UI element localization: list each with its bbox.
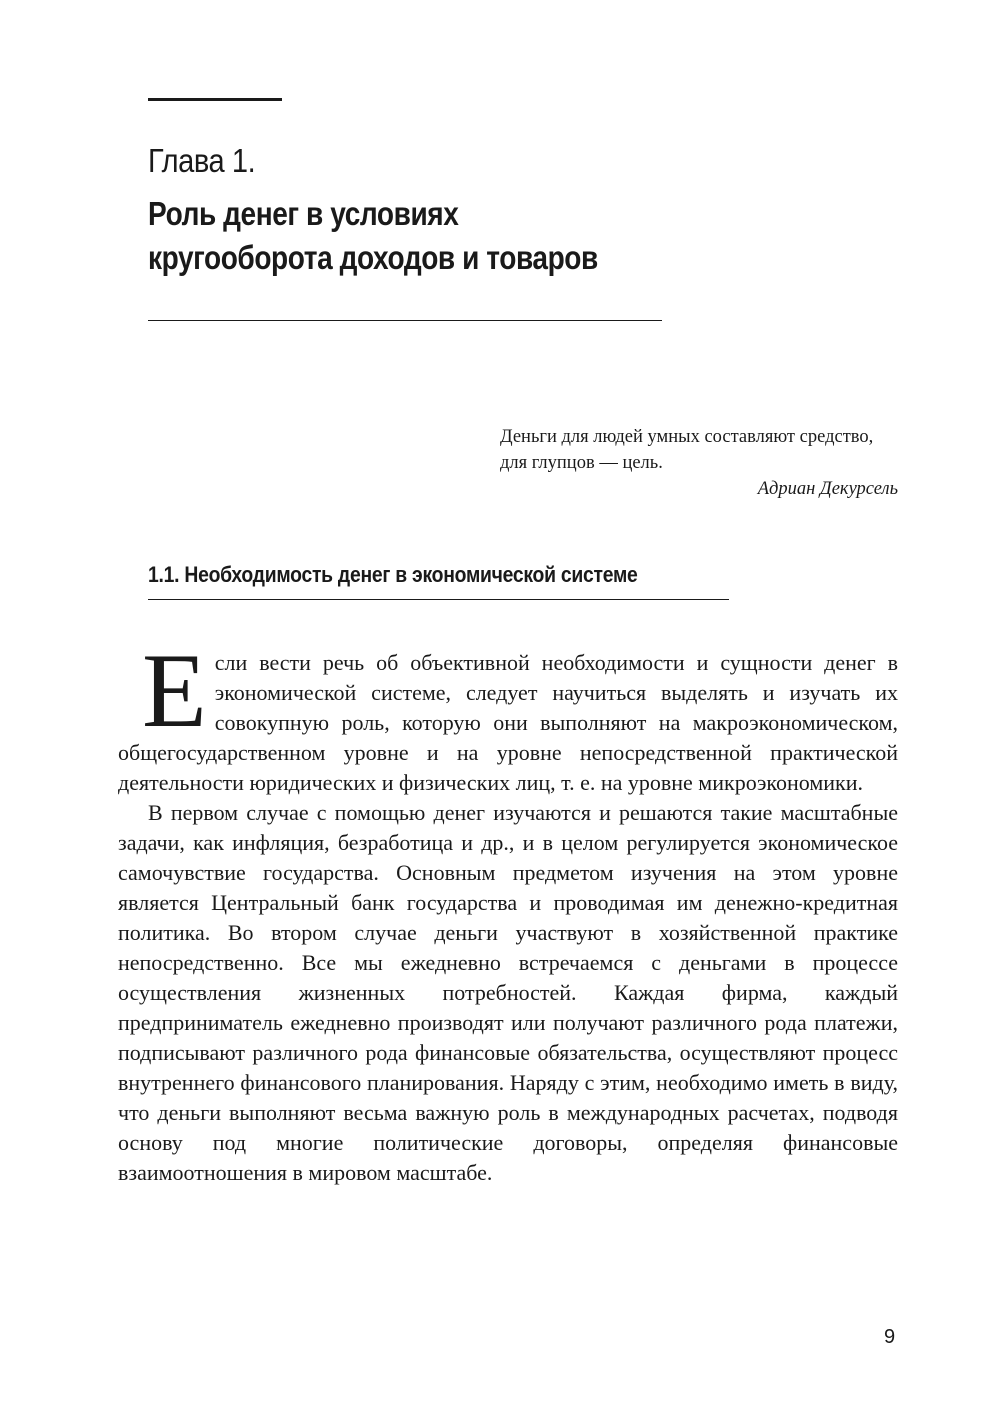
epigraph-author: Адриан Декурсель: [757, 479, 898, 499]
epigraph-quote: Деньги для людей умных составляют средство, для глупцов — цель.: [500, 427, 874, 473]
paragraph-first-text: сли вести речь об объективной необходимости и сущности денег в экономической системе, следует научиться выделять и изучать их совокупную роль, которую они выполняют на макроэкономическом, общегосударственном уровне и на уровне непосредственной практической деятельности юридических и физических лиц, т. е. на уровне микроэкономики.: [118, 650, 898, 795]
section-heading-rule: [148, 599, 729, 600]
chapter-label: Глава 1.: [148, 142, 256, 179]
chapter-title: [148, 192, 598, 280]
paragraph-second: В первом случае с помощью денег изучаются и решаются такие масштабные задачи, как инфляция, безработица и др., и в целом регулируется экономическое самочувствие государства. Основным предметом изучения на этом уровне является Центральный банк государства и проводимая им денежно-кредитная политика. Во втором случае деньги участвуют в хозяйственной практике непосредственно. Все мы ежедневно встречаемся с деньгами в процессе осуществления жизненных потребностей. Каждая фирма, каждый предприниматель ежедневно производят или получают различного рода платежи, подписывают различного рода финансовые обязательства, осуществляют процесс внутреннего финансового планирования. Наряду с этим, необходимо иметь в виду, что деньги выполняют весьма важную роль в международных расчетах, подводя основу под многие политические договоры, определяя финансовые взаимоотношения в мировом масштабе.: [118, 800, 898, 1185]
paragraph-first: [118, 632, 898, 798]
drop-cap: Е: [142, 632, 207, 749]
body-text: [118, 632, 898, 1188]
epigraph: [500, 424, 898, 502]
chapter-title-line: Роль денег в условиях: [148, 195, 459, 232]
page-number: 9: [884, 1326, 896, 1348]
section-heading: 1.1. Необходимость денег в экономической системе: [148, 562, 638, 587]
chapter-bottom-rule: [148, 320, 662, 321]
chapter-top-rule: [148, 98, 282, 101]
chapter-title-line: кругооборота доходов и товаров: [148, 239, 598, 276]
